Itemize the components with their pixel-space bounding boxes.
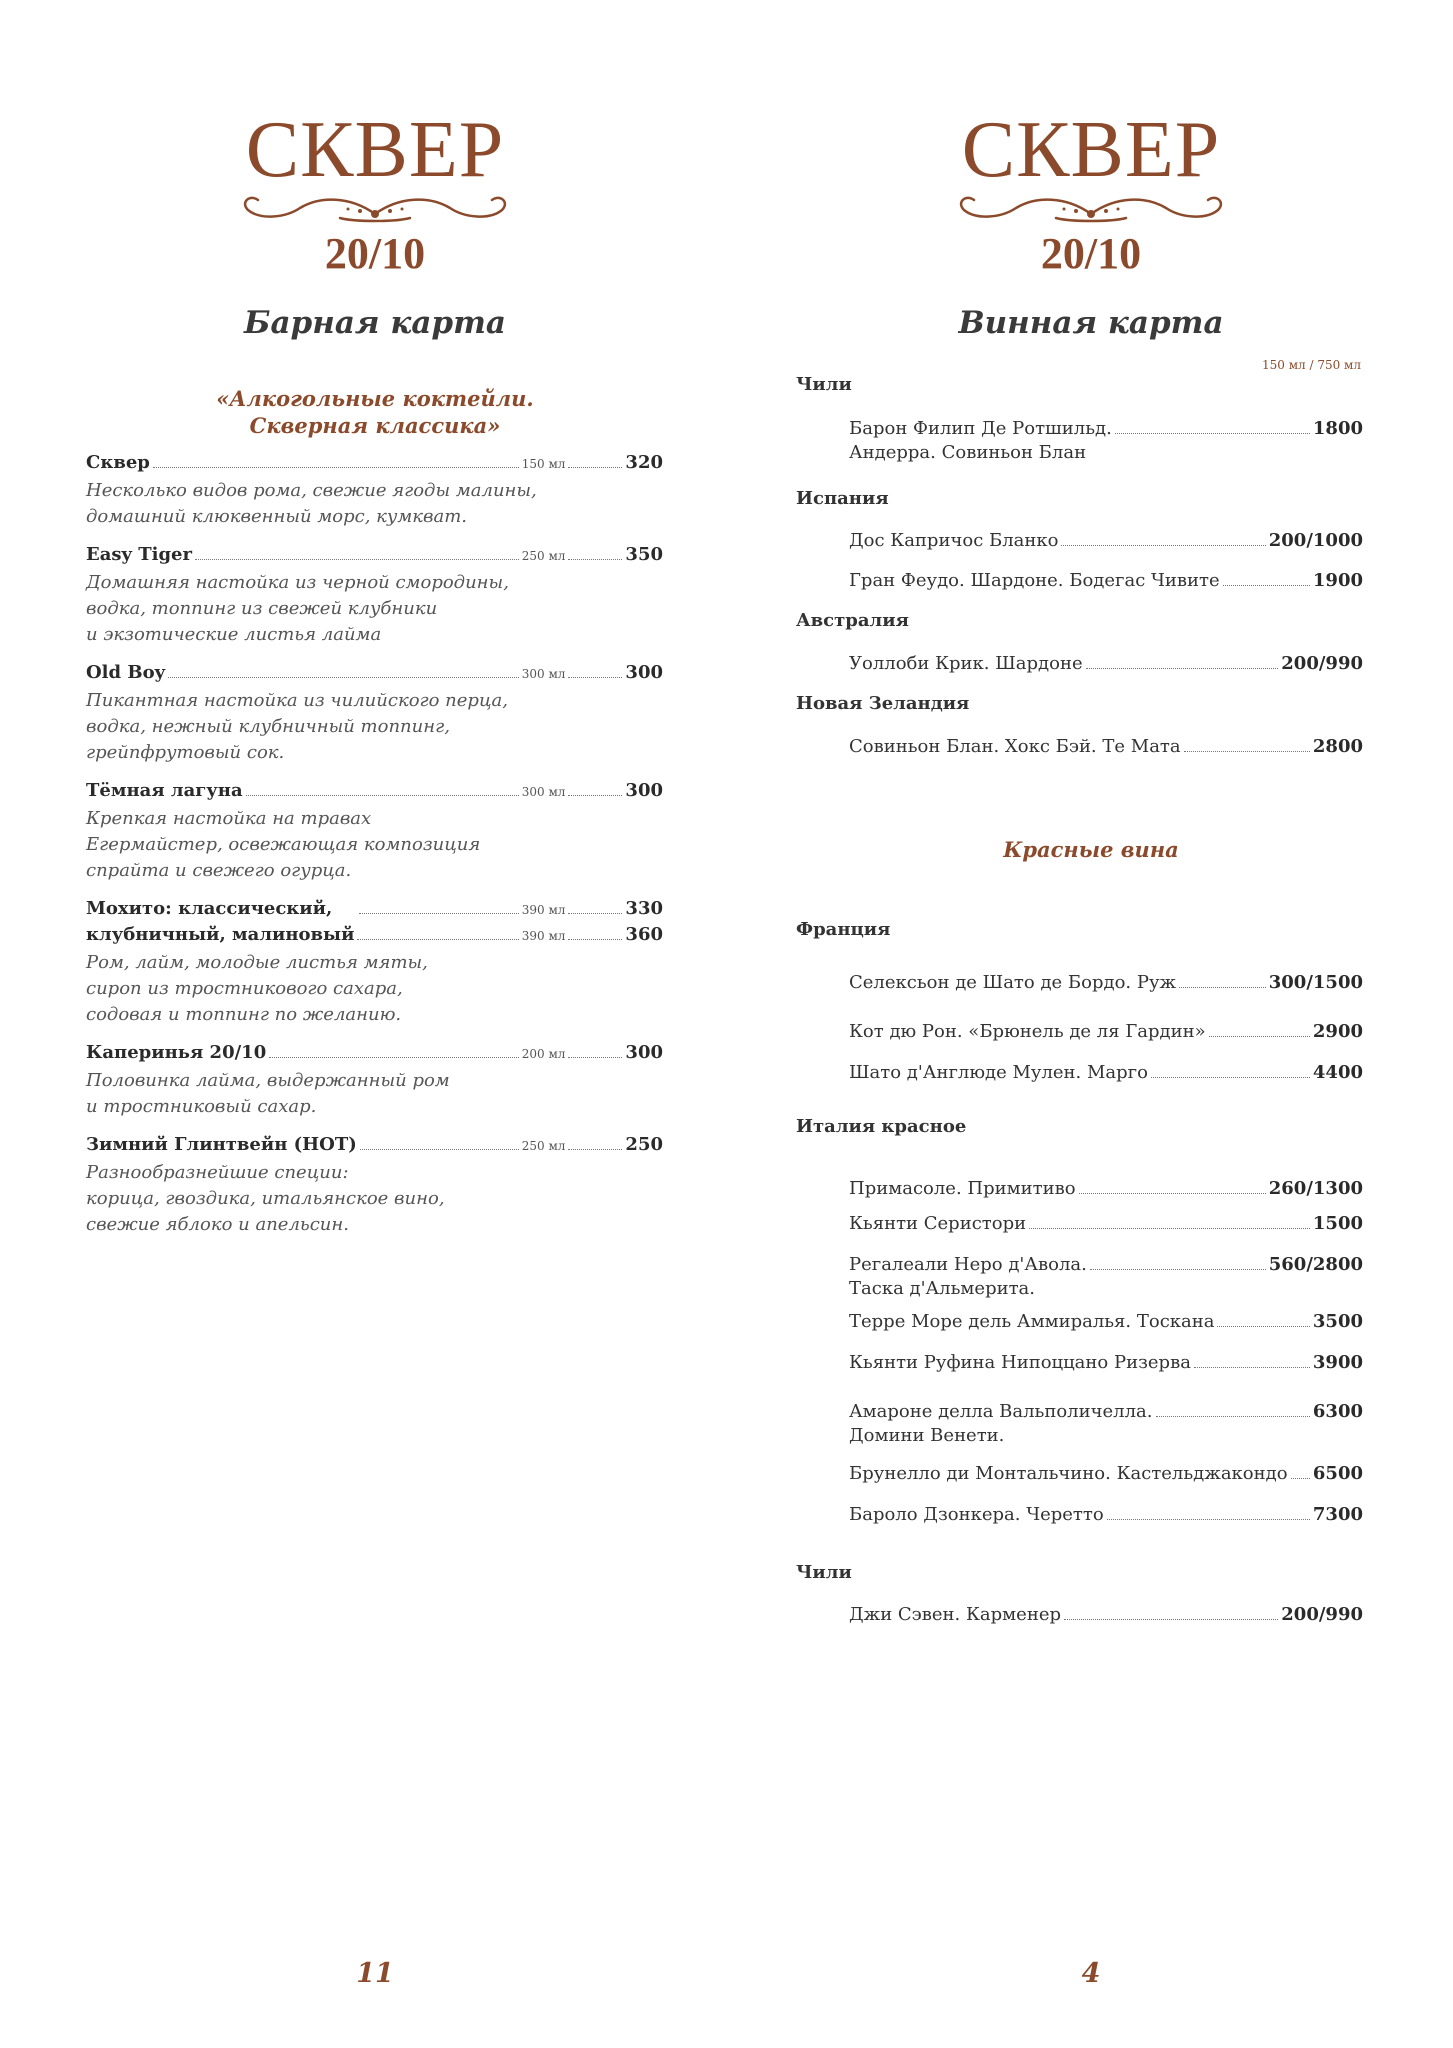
wine-item [849, 1254, 1363, 1300]
cocktail-desc: Разнообразнейшие специи: [86, 1162, 349, 1183]
section-title: Красные вина [1003, 837, 1179, 862]
cocktail-name: Мохито: классический, [86, 898, 333, 919]
cocktail-price: 300 [625, 780, 663, 801]
cocktail-desc: сироп из тростникового сахара, [86, 978, 403, 999]
wine-name: Бароло Дзонкера. Черетто [849, 1504, 1104, 1525]
wine-item [849, 1352, 1363, 1376]
cocktail-item [86, 544, 663, 648]
wine-item [849, 1604, 1363, 1628]
cocktail-desc: Крепкая настойка на травах [86, 808, 372, 829]
brand-number: 20/10 [1040, 229, 1142, 278]
cocktail-volume: 250 мл [521, 549, 566, 563]
cocktail-item [86, 662, 663, 766]
cocktail-name: Old Boy [86, 662, 166, 683]
cocktail-desc: водка, нежный клубничный топпинг, [86, 716, 450, 737]
cocktail-name: Тёмная лагуна [86, 780, 243, 801]
cocktail-name: Каперинья 20/10 [86, 1042, 267, 1063]
wine-region: Италия красное [796, 1116, 967, 1137]
cocktail-desc: Егермайстер, освежающая композиция [86, 834, 481, 855]
wine-name: Амароне делла Вальполичелла. [849, 1401, 1153, 1422]
wine-item [849, 1213, 1363, 1237]
cocktail-desc: спрайта и свежего огурца. [86, 860, 352, 881]
wine-name: Андерра. Совиньон Блан [849, 442, 1087, 463]
cocktail-volume: 390 мл [521, 929, 566, 943]
cocktail-desc: корица, гвоздика, итальянское вино, [86, 1188, 445, 1209]
wine-name: Дос Капричос Бланко [849, 530, 1059, 551]
wine-price: 3900 [1312, 1352, 1363, 1373]
wine-item [849, 1401, 1363, 1447]
cocktail-item [86, 452, 663, 530]
wine-name: Таска д'Альмерита. [849, 1278, 1036, 1299]
cocktail-desc: свежие яблоко и апельсин. [86, 1214, 349, 1235]
cocktail-price: 320 [625, 452, 663, 473]
cocktail-volume: 250 мл [521, 1139, 566, 1153]
wine-name: Барон Филип Де Ротшильд. [849, 418, 1112, 439]
page-title: Барная карта [243, 305, 507, 341]
cocktail-item [86, 898, 663, 1028]
cocktail-name: Зимний Глинтвейн (HOT) [86, 1134, 357, 1155]
wine-name: Домини Венети. [849, 1425, 1005, 1446]
cocktail-name: Easy Tiger [86, 544, 192, 565]
wine-price: 1500 [1312, 1213, 1363, 1234]
wine-region: Новая Зеландия [796, 693, 970, 714]
cocktail-price: 350 [625, 544, 663, 565]
wine-item [849, 418, 1363, 464]
volume-note: 150 мл / 750 мл [1261, 358, 1361, 372]
wine-item [849, 1062, 1363, 1086]
bar-menu-page [0, 0, 726, 2048]
wine-price: 560/2800 [1268, 1254, 1363, 1275]
wine-name: Джи Сэвен. Карменер [849, 1604, 1062, 1625]
cocktail-item [86, 1134, 663, 1238]
wine-item [849, 1504, 1363, 1528]
wine-name: Регалеали Неро д'Авола. [849, 1254, 1087, 1275]
wine-region: Австралия [796, 610, 909, 631]
brand-name: СКВЕР [245, 106, 505, 194]
wine-item [849, 736, 1363, 760]
wine-price: 7300 [1312, 1504, 1363, 1525]
cocktail-desc: домашний клюквенный морс, кумкват. [86, 506, 468, 527]
brand-logo [225, 106, 525, 278]
wine-name: Уоллоби Крик. Шардоне [849, 653, 1083, 674]
wine-name: Примасоле. Примитиво [849, 1178, 1076, 1199]
cocktail-desc: Домашняя настойка из черной смородины, [86, 572, 509, 593]
wine-region: Испания [796, 488, 889, 509]
cocktail-price: 360 [625, 924, 663, 945]
cocktail-desc: водка, топпинг из свежей клубники [86, 598, 438, 619]
cocktail-name: клубничный, малиновый [86, 924, 355, 945]
wine-price: 6300 [1312, 1401, 1363, 1422]
wine-item [849, 1311, 1363, 1335]
cocktail-volume: 200 мл [521, 1047, 566, 1061]
wine-item [849, 570, 1363, 594]
cocktail-desc: Несколько видов рома, свежие ягоды малины, [86, 480, 537, 501]
wine-name: Гран Феудо. Шардоне. Бодегас Чивите [849, 570, 1220, 591]
cocktail-price: 300 [625, 662, 663, 683]
cocktail-desc: Половинка лайма, выдержанный ром [86, 1070, 450, 1091]
ornament-swirl-icon [230, 192, 520, 226]
wine-name: Терре Море дель Аммиралья. Тоскана [849, 1311, 1215, 1332]
brand-number: 20/10 [324, 229, 426, 278]
page-number: 11 [356, 1958, 394, 1989]
brand-name: СКВЕР [961, 106, 1221, 194]
cocktail-price: 330 [625, 898, 663, 919]
cocktail-volume: 150 мл [521, 457, 566, 471]
wine-name: Селексьон де Шато де Бордо. Руж [849, 972, 1177, 993]
wine-price: 2900 [1312, 1021, 1363, 1042]
cocktail-desc: и тростниковый сахар. [86, 1096, 317, 1117]
cocktail-volume: 300 мл [521, 785, 566, 799]
wine-price: 1900 [1312, 570, 1363, 591]
cocktail-desc: содовая и топпинг по желанию. [86, 1004, 402, 1025]
wine-item [849, 653, 1363, 677]
wine-name: Кот дю Рон. «Брюнель де ля Гардин» [849, 1021, 1206, 1042]
wine-price: 2800 [1312, 736, 1363, 757]
wine-region: Франция [796, 919, 891, 940]
wine-menu-page [726, 0, 1453, 2048]
wine-item [849, 530, 1363, 554]
cocktail-price: 300 [625, 1042, 663, 1063]
wine-name: Совиньон Блан. Хокс Бэй. Те Мата [849, 736, 1181, 757]
cocktail-item [86, 1042, 663, 1120]
wine-price: 300/1500 [1268, 972, 1363, 993]
cocktail-price: 250 [625, 1134, 663, 1155]
wine-region: Чили [796, 1562, 852, 1583]
cocktail-name: Сквер [86, 452, 150, 473]
wine-price: 1800 [1312, 418, 1363, 439]
wine-name: Брунелло ди Монтальчино. Кастельджакондо [849, 1463, 1288, 1484]
wine-item [849, 1021, 1363, 1045]
cocktail-desc: Пикантная настойка из чилийского перца, [86, 690, 508, 711]
wine-name: Кьянти Руфина Нипоццано Ризерва [849, 1352, 1191, 1373]
wine-item [849, 972, 1363, 996]
cocktail-volume: 390 мл [521, 903, 566, 917]
cocktail-volume: 300 мл [521, 667, 566, 681]
cocktail-desc: и экзотические листья лайма [86, 624, 382, 645]
cocktail-desc: грейпфрутовый сок. [86, 742, 285, 763]
wine-price: 4400 [1312, 1062, 1363, 1083]
page-title: Винная карта [958, 305, 1224, 341]
cocktail-desc: Ром, лайм, молодые листья мяты, [86, 952, 428, 973]
wine-price: 200/1000 [1268, 530, 1363, 551]
section-title: «Алкогольные коктейли. Скверная классика» [216, 386, 534, 438]
wine-region: Чили [796, 374, 852, 395]
wine-item [849, 1178, 1363, 1202]
wine-item [849, 1463, 1363, 1487]
ornament-swirl-icon [946, 192, 1236, 226]
page-number: 4 [1081, 1958, 1101, 1989]
wine-name: Шато д'Англюде Мулен. Марго [849, 1062, 1148, 1083]
wine-price: 6500 [1312, 1463, 1363, 1484]
wine-price: 200/990 [1281, 653, 1363, 674]
cocktail-item [86, 780, 663, 884]
brand-logo [941, 106, 1241, 278]
wine-price: 200/990 [1281, 1604, 1363, 1625]
wine-name: Кьянти Серистори [849, 1213, 1027, 1234]
wine-price: 260/1300 [1268, 1178, 1363, 1199]
wine-price: 3500 [1312, 1311, 1363, 1332]
